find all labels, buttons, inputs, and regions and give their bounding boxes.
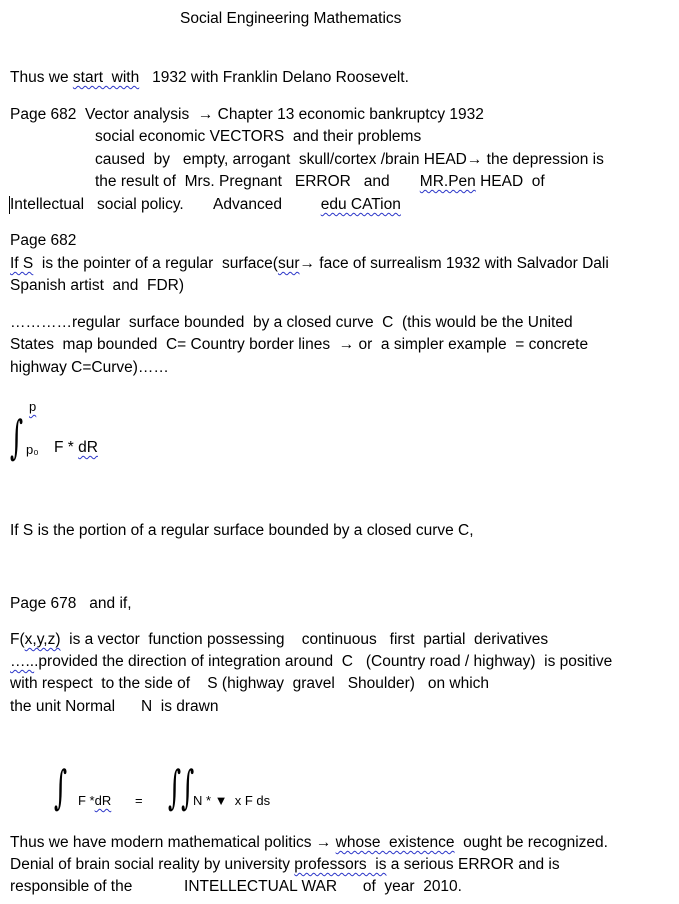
text-segment-flagged: whose existence [335,834,455,851]
text-segment-flagged: sur [277,255,300,272]
pointer-line-2: Spanish artist and FDR) [10,277,185,294]
text-segment: ought be recognized. [454,834,608,851]
text-segment: → face of surrealism 1932 with Salvador Dali [299,255,609,272]
text-segment-flagged: If S [10,255,34,272]
text-segment: Denial of brain social reality by university [10,856,295,873]
vector-function-line-4: the unit Normal N is drawn [10,698,219,715]
equals-sign: = [135,793,143,808]
text-segment-flagged: edu CATion [320,196,401,213]
double-integral-sign: ∫∫ [168,760,195,814]
pointer-line-1 [10,254,609,274]
text-segment: Thus we have modern mathematical politics → [10,834,336,851]
conclusion-line-2 [10,855,560,875]
vector-analysis-line-1: Page 682 Vector analysis → Chapter 13 economic bankruptcy 1932 [10,106,484,123]
page-682-heading: Page 682 [10,232,77,249]
text-segment-flagged: dR [94,793,112,808]
surface-line-2: States map bounded C= Country border lines → or a simpler example = concrete [10,336,589,353]
text-segment-flagged: start with [72,69,140,86]
page-title: Social Engineering Mathematics [180,10,402,27]
text-segment: is a vector function possessing continuous first partial derivatives [60,631,549,648]
text-segment: HEAD of [475,173,545,190]
integrand [54,438,98,458]
vector-function-line-2 [10,652,612,672]
paragraph-intro [10,68,409,88]
vector-analysis-line-2: social economic VECTORS and their problems [95,128,422,145]
text-segment: the result of Mrs. Pregnant ERROR and [95,173,420,190]
rhs-integrand: N * ▼ x F ds [193,793,271,808]
text-segment-flagged: professors is [294,856,387,873]
text-segment: F * [54,439,79,456]
surface-line-1: …………regular surface bounded by a closed curve C (this would be the United [10,314,573,331]
text-segment: Thus we [10,69,73,86]
page-678-heading: Page 678 and if, [10,595,132,612]
conclusion-line-1 [10,833,608,853]
vector-analysis-line-3: caused by empty, arrogant skull/cortex /brain HEAD→ the depression is [95,151,604,168]
text-segment: F( [10,631,25,648]
text-segment: Intellectual social policy. Advanced [10,196,321,213]
upper-limit: p [29,399,37,414]
vector-function-line-3: with respect to the side of S (highway gravel Shoulder) on which [10,675,490,692]
portion-statement: If S is the portion of a regular surface bounded by a closed curve C, [10,522,474,539]
text-segment-flagged: dR [78,439,98,456]
conclusion-line-3: responsible of the INTELLECTUAL WAR of year 2010. [10,878,462,895]
text-segment-flagged: x,y,z) [24,631,61,648]
text-segment: 1932 with Franklin Delano Roosevelt. [139,69,409,86]
lhs-integrand [78,791,111,811]
text-segment: is the pointer of a regular surface( [33,255,278,272]
text-segment-flagged: ….. [10,653,35,670]
text-segment: a serious ERROR and is [386,856,560,873]
text-segment-flagged: MR.Pen [419,173,476,190]
integral-sign: ∫ [10,410,24,464]
text-segment: F * [78,793,95,808]
vector-analysis-line-5 [10,195,401,215]
vector-function-line-1 [10,630,548,650]
surface-line-3: highway C=Curve)…… [10,359,169,376]
text-cursor [9,196,10,214]
integral-sign: ∫ [54,760,68,814]
lower-limit: p₀ [26,442,39,457]
text-segment: .provided the direction of integration around C (Country road / highway) is positive [34,653,613,670]
vector-analysis-line-4 [95,172,545,192]
